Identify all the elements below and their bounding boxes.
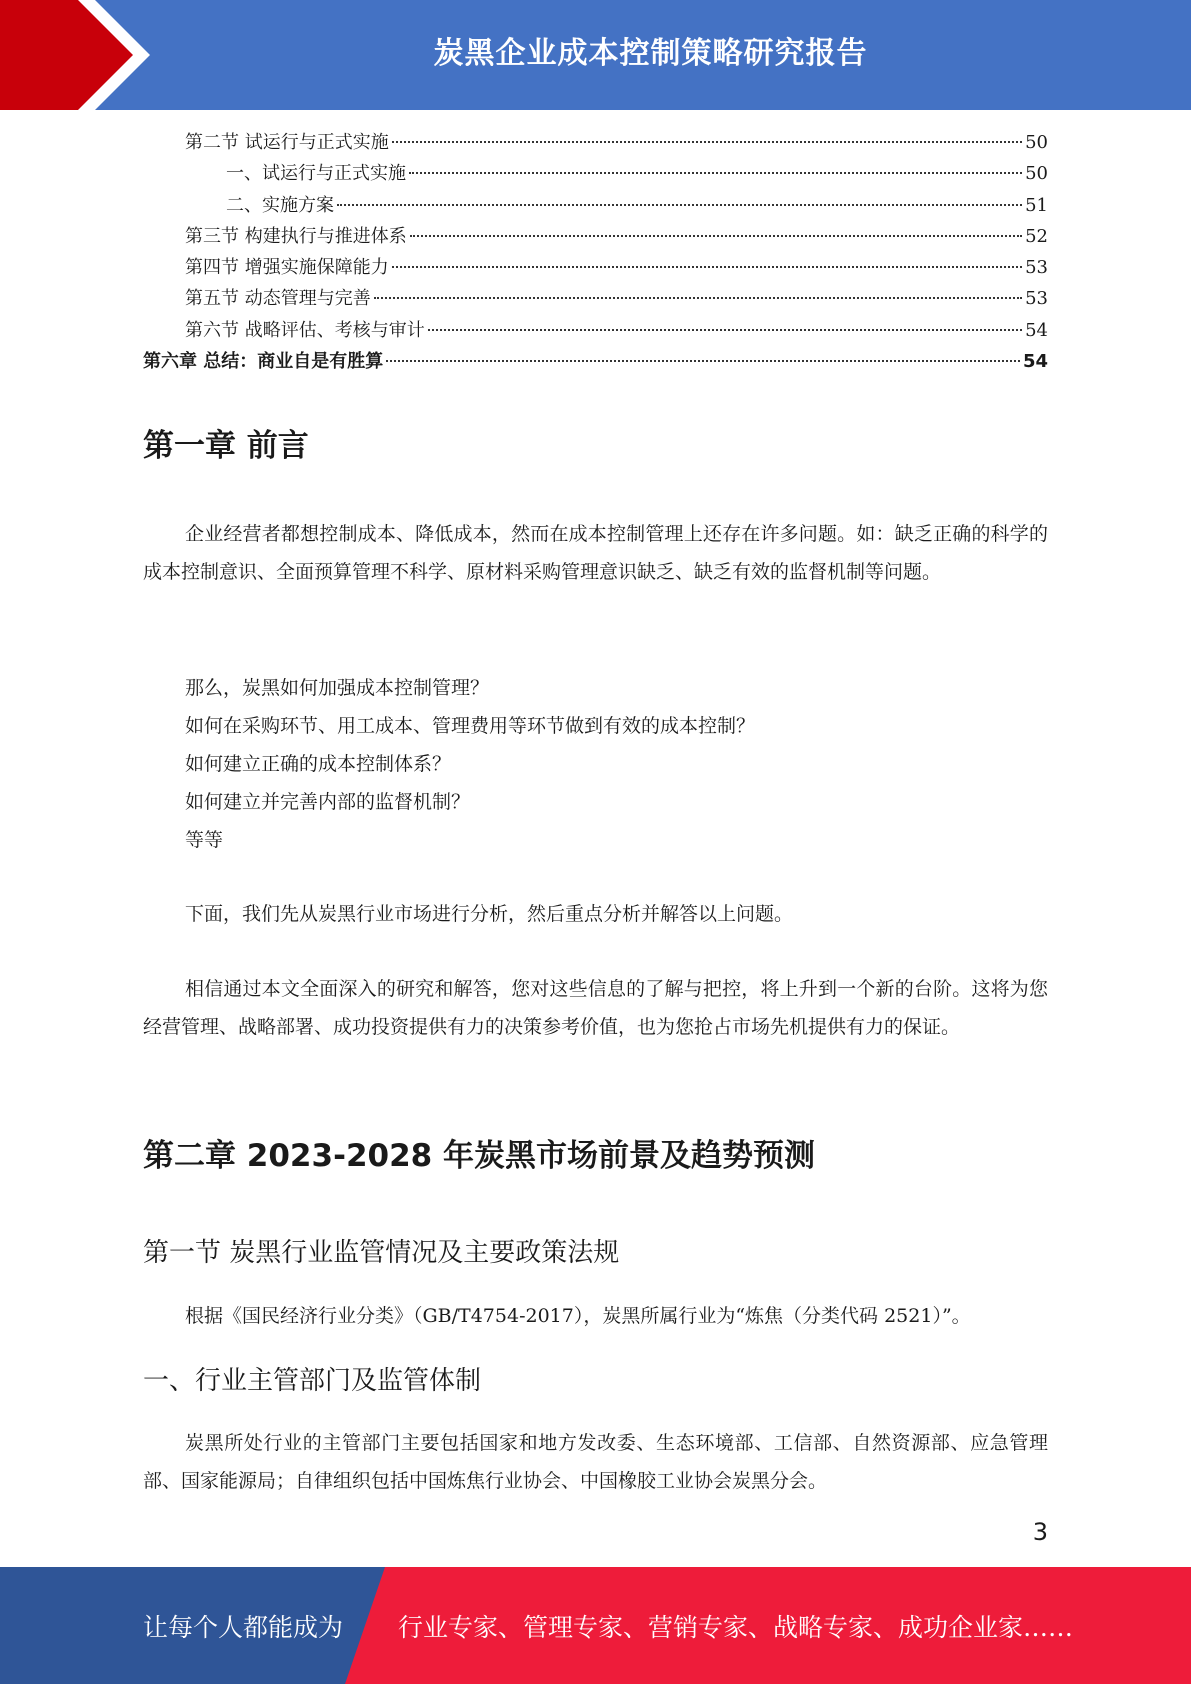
report-title: 炭黑企业成本控制策略研究报告 (433, 36, 868, 71)
subsection-heading: 一、行业主管部门及监管体制 (143, 1366, 482, 1396)
toc-entry[interactable] (143, 222, 1048, 253)
page-header (0, 0, 1191, 110)
toc-entry-page: 50 (1025, 132, 1048, 153)
toc-entry-title: 第六节 战略评估、考核与审计 (185, 319, 425, 341)
toc-entry[interactable] (143, 253, 1048, 284)
chapter2-heading: 第二章 2023-2028 年炭黑市场前景及趋势预测 (143, 1138, 816, 1174)
toc-leader-dots (392, 265, 1022, 268)
chapter1-paragraph-3: 相信通过本文全面深入的研究和解答，您对这些信息的了解与把控，将上升到一个新的台阶。这将为您经营管理、战略部署、成功投资提供有力的决策参考价值，也为您抢占市场先机提供有力的保证。 (143, 978, 1048, 1038)
question-line: 如何建立并完善内部的监督机制？ (185, 791, 471, 813)
table-of-contents (143, 128, 1048, 378)
toc-entry-page: 51 (1025, 194, 1048, 216)
chapter1-heading: 第一章 前言 (143, 428, 309, 464)
toc-entry-title: 一、试运行与正式实施 (226, 163, 406, 185)
chapter1-paragraph-1: 企业经营者都想控制成本、降低成本，然而在成本控制管理上还存在许多问题。如：缺乏正确的科学的成本控制意识、全面预算管理不科学、原材料采购管理意识缺乏、缺乏有效的监督机制等问题。 (143, 523, 1048, 583)
toc-entry-title: 二、实施方案 (226, 194, 334, 216)
toc-entry-page: 54 (1022, 351, 1048, 373)
toc-leader-dots (428, 328, 1022, 331)
question-line: 等等 (185, 829, 224, 851)
toc-entry-page: 50 (1025, 163, 1048, 185)
section-paragraph: 根据《国民经济行业分类》（GB/T4754-2017），炭黑所属行业为“炼焦（分类代码 2521）”。 (185, 1305, 971, 1327)
toc-entry-chapter[interactable] (143, 347, 1048, 378)
toc-leader-dots (337, 203, 1022, 206)
toc-leader-dots (409, 171, 1022, 174)
question-line: 如何在采购环节、用工成本、管理费用等环节做到有效的成本控制？ (185, 715, 756, 737)
toc-entry[interactable] (143, 284, 1048, 315)
page-footer (0, 1567, 1191, 1684)
toc-entry-page: 53 (1025, 257, 1048, 279)
toc-entry-page: 53 (1025, 288, 1048, 310)
subsection-paragraph: 炭黑所处行业的主管部门主要包括国家和地方发改委、生态环境部、工信部、自然资源部、应急管理部、国家能源局；自律组织包括中国炼焦行业协会、中国橡胶工业协会炭黑分会。 (143, 1432, 1048, 1492)
footer-slogan-left: 让每个人都能成为 (143, 1612, 344, 1642)
question-line: 那么，炭黑如何加强成本控制管理？ (185, 677, 490, 699)
toc-leader-dots (386, 359, 1020, 362)
toc-entry-title: 第四节 增强实施保障能力 (185, 257, 389, 279)
toc-leader-dots (374, 296, 1022, 299)
chapter1-paragraph-2: 下面，我们先从炭黑行业市场进行分析，然后重点分析并解答以上问题。 (185, 903, 794, 925)
toc-entry-title: 第三节 构建执行与推进体系 (185, 225, 407, 247)
toc-entry-title: 第二节 试运行与正式实施 (185, 132, 389, 153)
toc-entry[interactable] (143, 128, 1048, 159)
toc-entry[interactable] (143, 191, 1048, 222)
toc-entry-page: 52 (1025, 225, 1048, 247)
toc-entry[interactable] (143, 159, 1048, 190)
toc-entry-page: 54 (1025, 319, 1048, 341)
footer-slogan-right: 行业专家、管理专家、营销专家、战略专家、成功企业家…… (398, 1612, 1074, 1642)
toc-entry-title: 第五节 动态管理与完善 (185, 288, 371, 310)
toc-leader-dots (392, 140, 1022, 143)
question-line: 如何建立正确的成本控制体系？ (185, 753, 452, 775)
toc-leader-dots (410, 234, 1022, 237)
page-number: 3 (1032, 1518, 1048, 1546)
toc-entry[interactable] (143, 316, 1048, 347)
section-heading: 第一节 炭黑行业监管情况及主要政策法规 (143, 1238, 620, 1268)
toc-entry-title: 第六章 总结：商业自是有胜算 (143, 351, 384, 373)
